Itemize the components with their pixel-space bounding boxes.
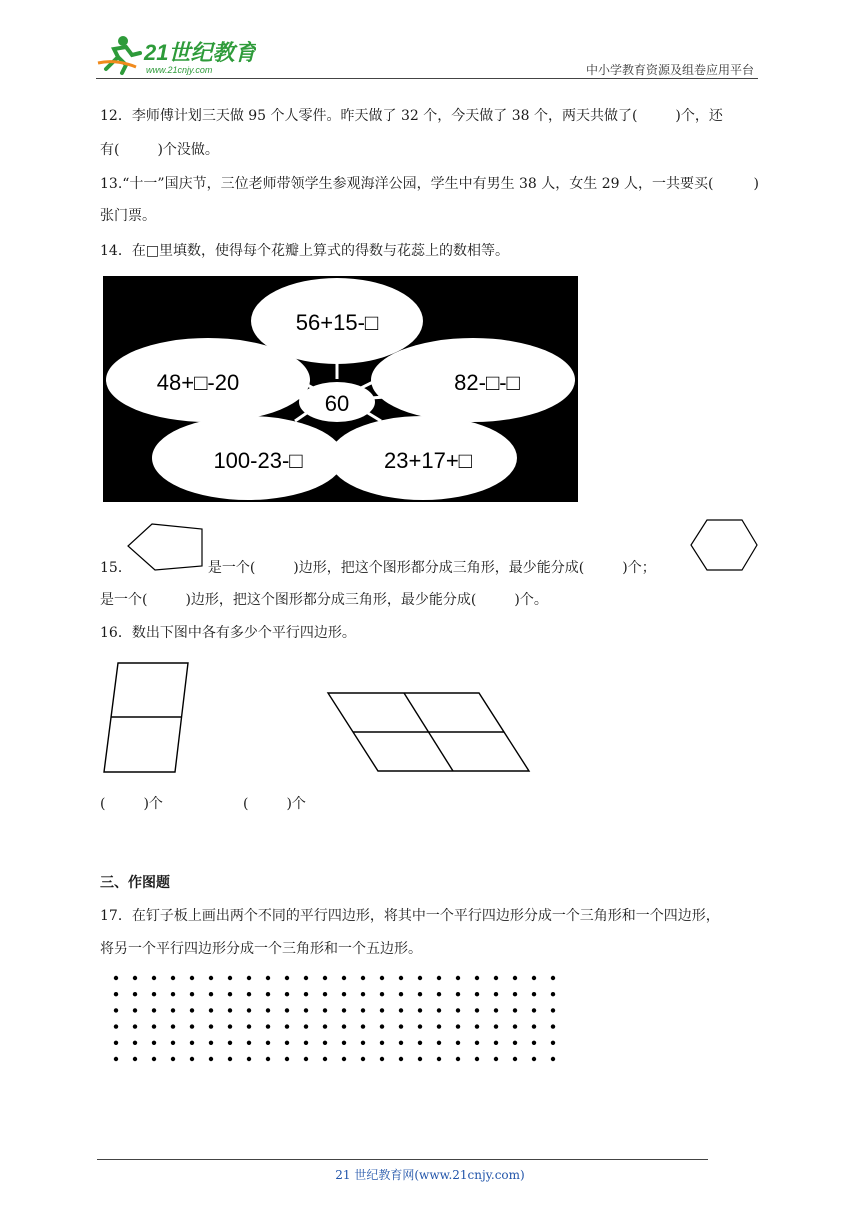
logo-text: 21世纪教育 — [144, 40, 256, 65]
peg-dot — [133, 1057, 137, 1061]
petal-bottom-left-equation: 100-23-□ — [213, 448, 303, 473]
site-logo — [96, 33, 256, 77]
peg-dot — [209, 1024, 213, 1028]
peg-dot — [323, 976, 327, 980]
peg-dot — [437, 1041, 441, 1045]
peg-dot — [380, 1041, 384, 1045]
peg-dot — [361, 1024, 365, 1028]
peg-dot — [304, 1024, 308, 1028]
peg-dot — [152, 1057, 156, 1061]
question-15-line1: 15． 是一个( )边形，把这个图形都分成三角形，最少能分成( )个； — [100, 560, 656, 576]
peg-dot — [342, 976, 346, 980]
peg-dot — [209, 976, 213, 980]
peg-dot — [513, 1024, 517, 1028]
peg-dot — [304, 1057, 308, 1061]
footer-text: 21 世纪教育网(www.21cnjy.com) — [335, 1168, 525, 1182]
peg-dot — [513, 1008, 517, 1012]
peg-dot — [361, 1057, 365, 1061]
peg-dot — [304, 1008, 308, 1012]
peg-dot — [266, 1041, 270, 1045]
peg-dot — [418, 1057, 422, 1061]
peg-dot — [418, 976, 422, 980]
peg-dot — [171, 1008, 175, 1012]
platform-label: 中小学教育资源及组卷应用平台 — [585, 63, 754, 77]
peg-dot — [361, 976, 365, 980]
peg-dot — [323, 1057, 327, 1061]
peg-dot — [228, 992, 232, 996]
peg-dot — [380, 992, 384, 996]
question-16-answer-1: ( )个 — [100, 796, 163, 812]
peg-dot — [133, 1041, 137, 1045]
peg-dot — [171, 976, 175, 980]
peg-dot — [285, 992, 289, 996]
peg-dot — [323, 1041, 327, 1045]
peg-dot — [285, 976, 289, 980]
peg-dot — [152, 1024, 156, 1028]
question-14-text: 14．在□里填数，使得每个花瓣上算式的得数与花蕊上的数相等。 — [100, 243, 510, 259]
peg-dot — [475, 992, 479, 996]
peg-dot — [551, 1057, 555, 1061]
peg-dot — [456, 1057, 460, 1061]
peg-dot — [247, 1057, 251, 1061]
peg-dot — [323, 1024, 327, 1028]
peg-dot — [418, 1024, 422, 1028]
peg-dot — [551, 1008, 555, 1012]
peg-dot — [494, 1057, 498, 1061]
peg-dot — [532, 1057, 536, 1061]
peg-dot — [209, 992, 213, 996]
peg-dot — [418, 992, 422, 996]
peg-dot — [342, 1024, 346, 1028]
peg-dot — [494, 1041, 498, 1045]
peg-dot — [456, 1024, 460, 1028]
hexagon-shape — [688, 517, 760, 573]
peg-dot — [114, 1024, 118, 1028]
peg-dot — [532, 976, 536, 980]
peg-dot — [190, 1024, 194, 1028]
peg-dot — [437, 976, 441, 980]
peg-dot — [266, 1024, 270, 1028]
peg-dot — [437, 992, 441, 996]
peg-dot — [551, 1024, 555, 1028]
parallelogram-figure-2 — [325, 690, 533, 776]
logo-url: www.21cnjy.com — [146, 65, 213, 75]
peg-dot — [171, 1057, 175, 1061]
peg-dot — [152, 976, 156, 980]
question-16-answer-2: ( )个 — [243, 796, 306, 812]
peg-dot — [190, 992, 194, 996]
peg-dot — [190, 1008, 194, 1012]
peg-dot — [494, 1024, 498, 1028]
peg-dot — [361, 992, 365, 996]
peg-dot — [323, 992, 327, 996]
peg-dot — [342, 992, 346, 996]
peg-dot — [513, 976, 517, 980]
petal-bottom-right-equation: 23+17+□ — [384, 448, 472, 473]
question-15-line2: 是一个( )边形，把这个图形都分成三角形，最少能分成( )个。 — [100, 592, 548, 608]
peg-dot — [209, 1057, 213, 1061]
peg-dot — [399, 992, 403, 996]
peg-dot — [494, 1008, 498, 1012]
peg-dot — [285, 1041, 289, 1045]
peg-dot — [380, 976, 384, 980]
pentagon-shape — [125, 521, 207, 573]
question-17-line1: 17．在钉子板上画出两个不同的平行四边形，将其中一个平行四边形分成一个三角形和一个四边形， — [100, 908, 720, 924]
peg-dot — [247, 1008, 251, 1012]
peg-dot — [475, 1041, 479, 1045]
peg-dot — [266, 992, 270, 996]
question-12-line1: 12．李师傅计划三天做 95 个人零件。昨天做了 32 个，今天做了 38 个，两天共做了( )个，还 — [100, 108, 723, 124]
peg-dot — [285, 1008, 289, 1012]
petal-left-equation: 48+□-20 — [156, 370, 240, 395]
peg-dot — [551, 992, 555, 996]
peg-dot — [513, 1041, 517, 1045]
question-17-line2: 将另一个平行四边形分成一个三角形和一个五边形。 — [100, 941, 422, 957]
peg-dot — [133, 1024, 137, 1028]
peg-dot — [437, 1024, 441, 1028]
peg-dot — [247, 1041, 251, 1045]
peg-dot — [171, 992, 175, 996]
peg-dot — [304, 1041, 308, 1045]
peg-dot — [266, 976, 270, 980]
peg-dot — [532, 1041, 536, 1045]
question-13-line1: 13.“十一”国庆节，三位老师带领学生参观海洋公园，学生中有男生 38 人，女生 29 人，一共要买( ) — [100, 176, 759, 192]
peg-dot — [361, 1041, 365, 1045]
peg-dot — [513, 992, 517, 996]
peg-dot — [475, 1057, 479, 1061]
peg-dot — [247, 976, 251, 980]
peg-dot — [190, 1057, 194, 1061]
peg-dot — [285, 1057, 289, 1061]
peg-dot — [380, 1024, 384, 1028]
peg-dot — [513, 1057, 517, 1061]
flower-figure — [103, 276, 578, 502]
peg-dot — [114, 1057, 118, 1061]
header-divider — [96, 78, 758, 79]
peg-dot — [228, 976, 232, 980]
question-12-line2: 有( )个没做。 — [100, 142, 219, 158]
peg-dot — [228, 1041, 232, 1045]
peg-dot — [133, 976, 137, 980]
peg-dot — [133, 1008, 137, 1012]
petal-top-equation: 56+15-□ — [295, 310, 379, 335]
peg-dot — [133, 992, 137, 996]
footer-divider — [97, 1159, 708, 1160]
peg-dot — [418, 1041, 422, 1045]
peg-dot — [456, 976, 460, 980]
peg-dot — [456, 1041, 460, 1045]
peg-dot — [190, 1041, 194, 1045]
peg-dot — [437, 1008, 441, 1012]
peg-dot — [323, 1008, 327, 1012]
peg-dot — [266, 1008, 270, 1012]
peg-dot — [152, 992, 156, 996]
runner-icon — [98, 36, 140, 73]
peg-dot — [152, 1041, 156, 1045]
peg-dot — [380, 1008, 384, 1012]
peg-dot — [342, 1041, 346, 1045]
peg-dot — [171, 1041, 175, 1045]
peg-dot — [114, 976, 118, 980]
peg-dot — [266, 1057, 270, 1061]
peg-dot — [437, 1057, 441, 1061]
peg-dot — [456, 992, 460, 996]
petal-right-equation: 82-□-□ — [454, 370, 520, 395]
peg-dot — [342, 1008, 346, 1012]
peg-dot — [228, 1024, 232, 1028]
peg-dot — [532, 992, 536, 996]
question-13-line2: 张门票。 — [100, 208, 156, 224]
peg-dot — [190, 976, 194, 980]
peg-dot — [399, 976, 403, 980]
peg-dot — [247, 1024, 251, 1028]
parallelogram-figure-1 — [100, 660, 192, 776]
section-3-title: 三、作图题 — [100, 875, 170, 891]
peg-dot — [551, 1041, 555, 1045]
peg-dot — [475, 1008, 479, 1012]
peg-dot — [475, 1024, 479, 1028]
peg-dot — [114, 1008, 118, 1012]
peg-dot — [209, 1008, 213, 1012]
peg-dot — [114, 992, 118, 996]
peg-dot — [285, 1024, 289, 1028]
peg-dot — [228, 1008, 232, 1012]
peg-dot — [380, 1057, 384, 1061]
peg-dot — [171, 1024, 175, 1028]
peg-dot — [532, 1008, 536, 1012]
peg-dot — [551, 976, 555, 980]
peg-dot — [399, 1024, 403, 1028]
pegboard-grid — [108, 970, 560, 1064]
question-16-text: 16．数出下图中各有多少个平行四边形。 — [100, 625, 356, 641]
peg-dot — [114, 1041, 118, 1045]
peg-dot — [532, 1024, 536, 1028]
peg-dot — [304, 992, 308, 996]
peg-dot — [361, 1008, 365, 1012]
peg-dot — [494, 976, 498, 980]
peg-dot — [418, 1008, 422, 1012]
peg-dot — [228, 1057, 232, 1061]
peg-dot — [399, 1041, 403, 1045]
peg-dot — [494, 992, 498, 996]
peg-dot — [209, 1041, 213, 1045]
peg-dot — [304, 976, 308, 980]
peg-dot — [342, 1057, 346, 1061]
peg-dot — [152, 1008, 156, 1012]
peg-dot — [247, 992, 251, 996]
peg-dot — [399, 1057, 403, 1061]
peg-dot — [475, 976, 479, 980]
peg-dot — [456, 1008, 460, 1012]
peg-dot — [399, 1008, 403, 1012]
center-number: 60 — [324, 391, 350, 416]
